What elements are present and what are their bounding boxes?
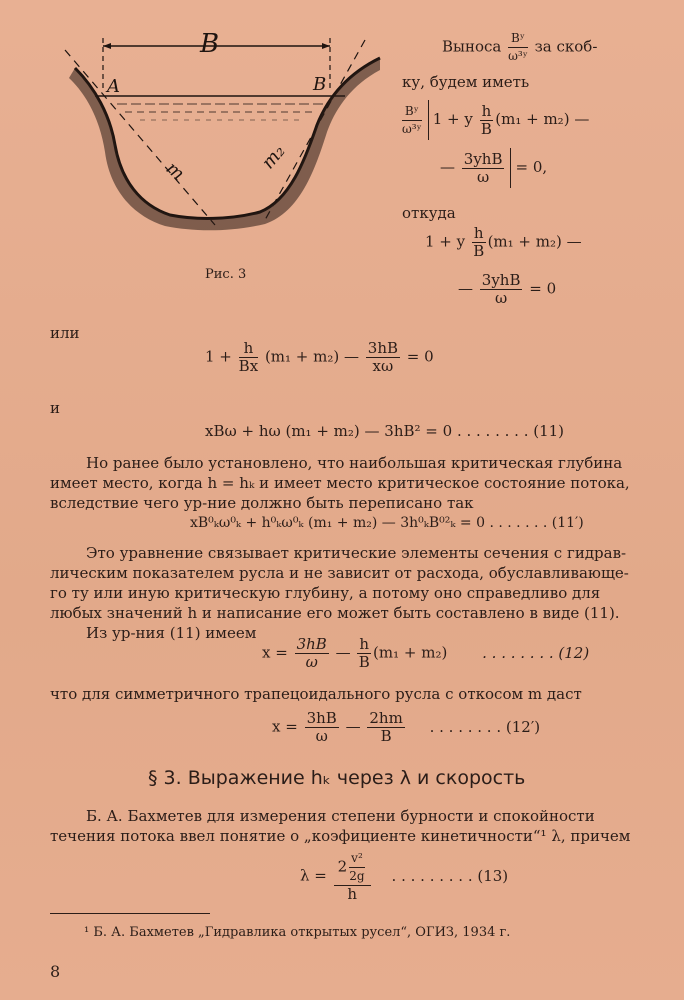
text-i: и bbox=[50, 399, 60, 417]
text-ili: или bbox=[50, 324, 80, 342]
equation-12-prime: x = $\frac{3hB}{\omega}$ — $\frac{2hm}{B}$ . . . . . . . . (12′) bbox=[272, 709, 541, 745]
point-label-a: A bbox=[107, 76, 120, 97]
paragraph-2-line-3: го ту или иную критическую глубину, а потому оно справедливо для bbox=[50, 584, 601, 602]
footnote: ¹ Б. А. Бахметев „Гидравлика открытых русел“, ОГИЗ, 1934 г. bbox=[84, 925, 511, 940]
equation-right-4: — $\frac{\text{3yhB}}{\omega}$ = 0 bbox=[458, 271, 557, 307]
channel-cross-section-figure bbox=[55, 20, 395, 270]
paragraph-5-line-2: течения потока ввел понятие о „коэфициенте кинетичности“¹ λ, причем bbox=[50, 827, 631, 845]
paragraph-1-line-1: Но ранее было установлено, что наибольшая критическая глубина bbox=[86, 454, 623, 472]
section-heading: § 3. Выражение hₖ через λ и скорость bbox=[148, 767, 526, 789]
paragraph-4: что для симметричного трапецоидального русла с откосом m даст bbox=[50, 685, 582, 703]
paragraph-2-line-1: Это уравнение связывает критические элементы сечения с гидрав- bbox=[86, 544, 627, 562]
page-number: 8 bbox=[50, 962, 61, 981]
equation-12: x = $\frac{3hB}{\omega}$ — $\frac{h}{B}$ (m₁ + m₂) . . . . . . . . (12) bbox=[262, 635, 590, 671]
footnote-divider bbox=[50, 913, 210, 914]
equation-right-3: 1 + y $\frac{h}{B}$ (m₁ + m₂) — bbox=[425, 224, 582, 260]
right-text-line-1: Выноса $\frac{\text{Bʸ}}{\text{ω³ʸ}}$ за скоб- bbox=[442, 31, 598, 63]
paragraph-1-line-3: вследствие чего ур-ние должно быть переписано так bbox=[50, 494, 474, 512]
point-label-b: B bbox=[313, 74, 327, 95]
paragraph-3: Из ур-ния (11) имеем bbox=[86, 624, 257, 642]
equation-11: xBω + hω (m₁ + m₂) — 3hB² = 0 . . . . . . . . (11) bbox=[205, 422, 565, 440]
paragraph-5-line-1: Б. А. Бахметев для измерения степени бурности и спокойности bbox=[86, 807, 595, 825]
right-text-line-2: ку, будем иметь bbox=[402, 73, 530, 91]
equation-13: λ = 2 $\frac{\text{v²}}{2g}$ h . . . . . . . . . (13) bbox=[300, 851, 509, 903]
paragraph-1-line-2: имеет место, когда h = hₖ и имеет место критическое состояние потока, bbox=[50, 474, 630, 492]
equation-5: 1 + $\frac{h}{Bx}$ (m₁ + m₂) — $\frac{3hB}{x\omega}$ = 0 bbox=[205, 339, 434, 375]
paragraph-2-line-2: лическим показателем русла и не зависит от расхода, обуславливающе- bbox=[50, 564, 629, 582]
right-text-otkuda: откуда bbox=[402, 204, 456, 222]
figure-caption: Рис. 3 bbox=[205, 267, 247, 282]
equation-right-1: $\frac{\text{Bʸ}}{\text{ω³ʸ}}$ 1 + y $\frac{h}{B}$ (m₁ + m₂) — bbox=[400, 100, 589, 140]
slope-label-m2: m₂ bbox=[257, 141, 290, 174]
paragraph-2-line-4: любых значений h и написание его может быть составлено в виде (11). bbox=[50, 604, 620, 622]
equation-11-prime: xB⁰ₖω⁰ₖ + h⁰ₖω⁰ₖ (m₁ + m₂) — 3h⁰ₖB⁰²ₖ = 0 . . . . . . . (11′) bbox=[190, 515, 584, 531]
equation-right-2: — $\frac{\text{3yhB}}{\omega}$ = 0, bbox=[440, 148, 547, 188]
slope-label-m: m bbox=[161, 157, 189, 185]
dimension-label-b: B bbox=[200, 29, 220, 59]
